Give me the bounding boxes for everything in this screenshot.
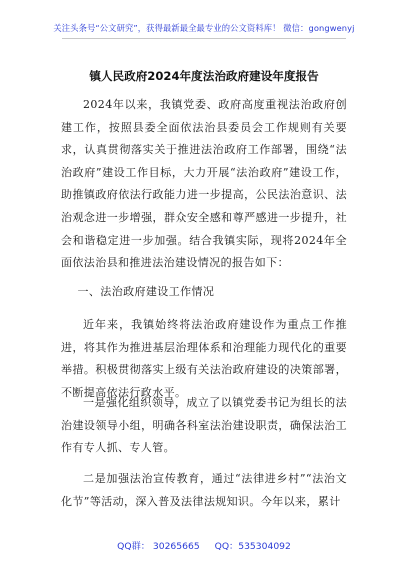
header-divider: [62, 38, 346, 39]
paragraph-intro: 2024年以来，我镇党委、政府高度重视法治政府创建工作，按照县委全面依法治县委员会工作规则有关要求，认真贯彻落实关于推进法治政府工作部署，围绕“法治政府”建设工作目标，大力开展“法治政府”建设工作，助推镇政府依法行政能力进一步提高，公民法治意识、法治观念进一步增强，群众安全感和尊严感进一步提升，社会和谐稳定进一步加强。结合我镇实际，现将2024年全面依法治县和推进法治建设情况的报告如下：: [61, 98, 347, 270]
paragraph-overview: 近年来，我镇始终将法治政府建设作为重点工作推进，将其作为推进基层治理体系和治理能力现代化的重要举措。积极贯彻落实上级有关法治政府建设的决策部署，不断提高依法行政水平。: [61, 318, 347, 399]
document-title: 镇人民政府2024年度法治政府建设年度报告: [89, 69, 319, 83]
section-heading-1: 一、法治政府建设工作情况: [77, 285, 215, 298]
header-banner: 关注头条号“公文研究”，获得最新最全最专业的公文资料库！ 微信：gongwenyj: [53, 23, 355, 33]
paragraph-point-1: 一是强化组织领导，成立了以镇党委书记为组长的法治建设领导小组，明确各科室法治建设职责，确保法治工作有专人抓、专人管。: [61, 396, 347, 455]
footer-qq-group: QQ群： 30265665: [117, 541, 200, 552]
paragraph-point-2: 二是加强法治宣传教育，通过“法律进乡村”“法治文化节”等活动，深入普及法律法规知识。今年以来，累计: [61, 472, 347, 508]
footer-qq-number: QQ：535304092: [214, 541, 291, 552]
footer-contact: [0, 538, 408, 552]
